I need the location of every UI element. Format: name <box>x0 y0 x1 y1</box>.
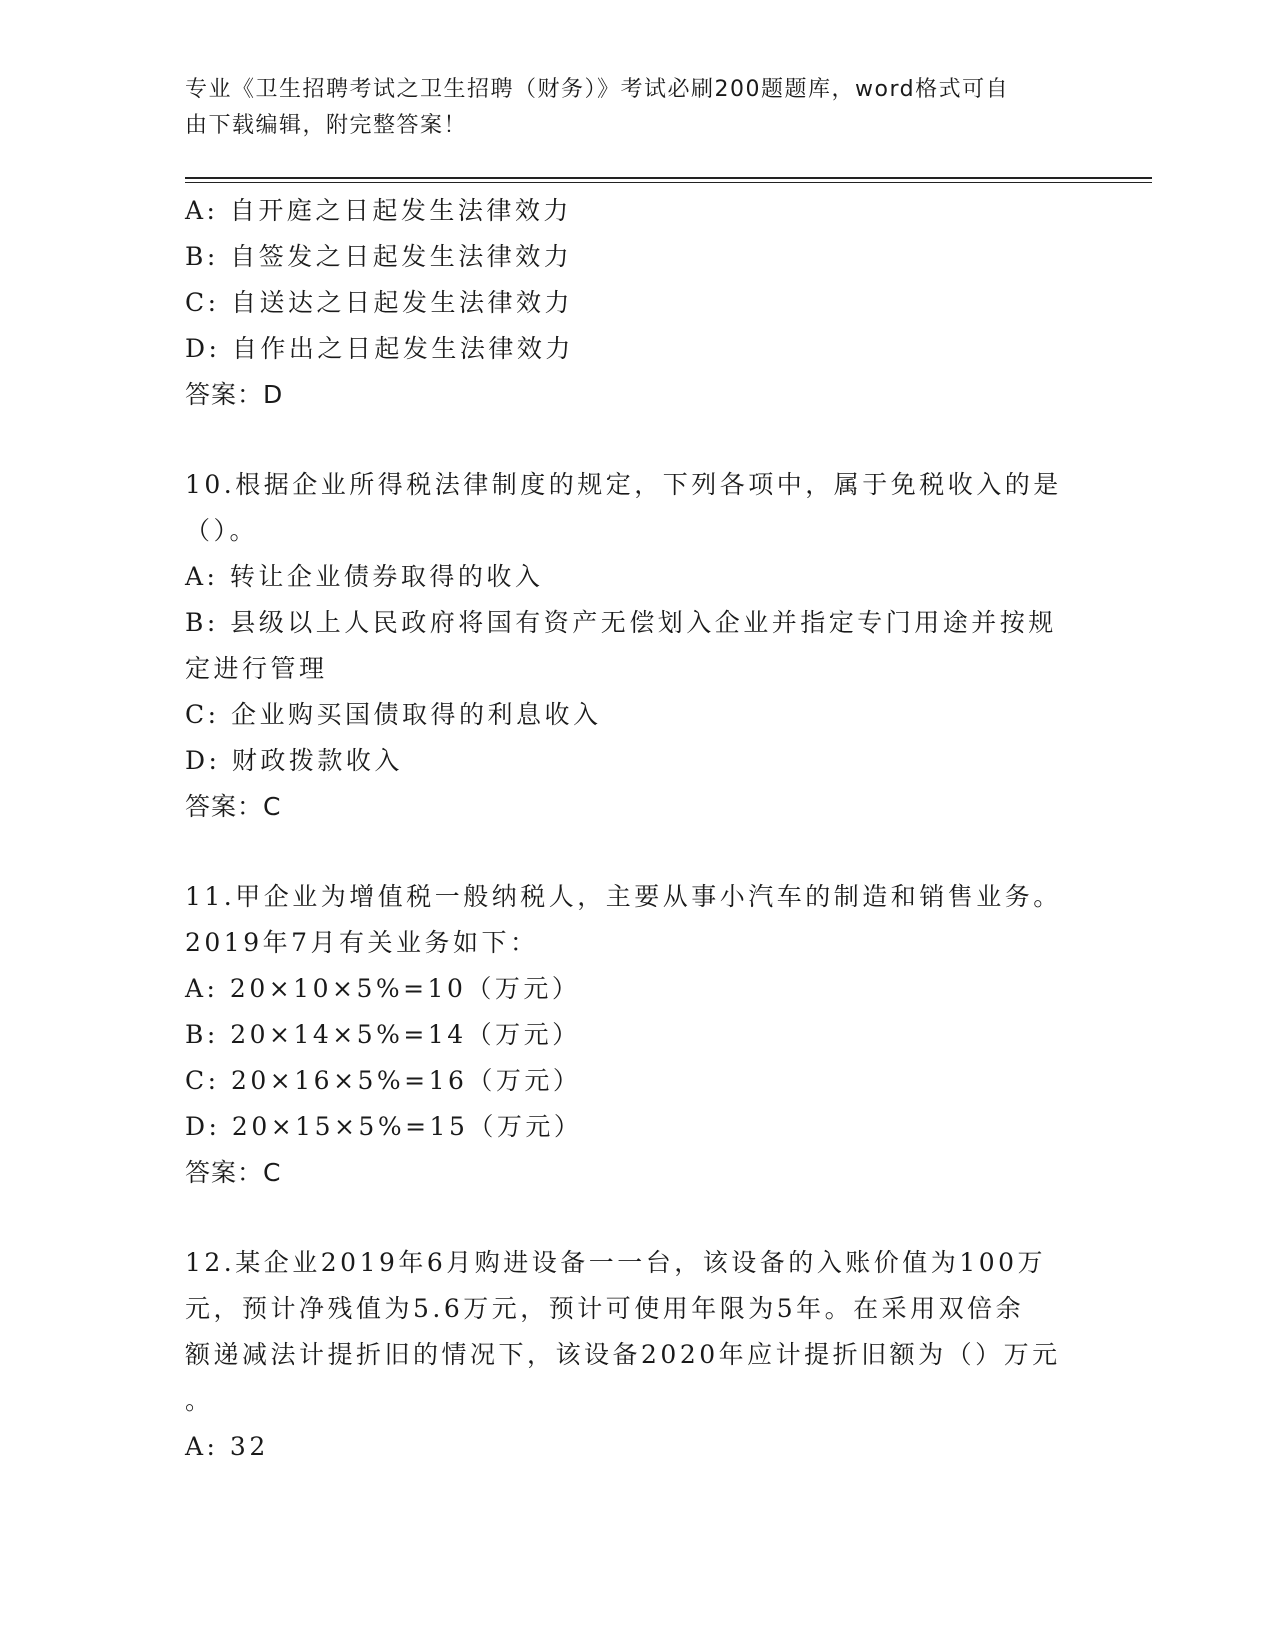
question-10 <box>185 462 1085 830</box>
answer-text: 答案：D <box>185 380 284 409</box>
question-stem: 11.甲企业为增值税一般纳税人，主要从事小汽车的制造和销售业务。 <box>185 882 1062 911</box>
option-d: D: 财政拨款收入 <box>185 746 403 775</box>
answer-text: 答案：C <box>185 792 282 821</box>
option-b: B: 自签发之日起发生法律效力 <box>185 242 573 271</box>
question-stem-cont: 。 <box>185 1386 214 1415</box>
header-divider-thin <box>185 182 1152 183</box>
option-a: A: 转让企业债券取得的收入 <box>185 562 544 591</box>
header-line-1: 专业《卫生招聘考试之卫生招聘（财务）》考试必刷200题题库，word格式可自 <box>185 77 1010 102</box>
option-c: C: 20×16×5%=16（万元） <box>185 1066 582 1095</box>
question-12 <box>185 1240 1085 1470</box>
question-stem-cont: 额递减法计提折旧的情况下，该设备2020年应计提折旧额为（）万元 <box>185 1340 1061 1369</box>
answer-text: 答案：C <box>185 1158 282 1187</box>
option-c: C: 企业购买国债取得的利息收入 <box>185 700 602 729</box>
question-stem: 10.根据企业所得税法律制度的规定，下列各项中，属于免税收入的是 <box>185 470 1062 499</box>
option-a: A: 20×10×5%=10（万元） <box>185 974 581 1003</box>
question-9 <box>185 188 1085 418</box>
question-list <box>185 188 1085 1470</box>
option-c: C: 自送达之日起发生法律效力 <box>185 288 573 317</box>
option-b: B: 县级以上人民政府将国有资产无偿划入企业并指定专门用途并按规 <box>185 608 1057 637</box>
question-11 <box>185 874 1085 1196</box>
option-a: A: 自开庭之日起发生法律效力 <box>185 196 572 225</box>
option-a: A: 32 <box>185 1432 269 1461</box>
question-stem-cont: （）。 <box>185 516 259 545</box>
header-divider <box>185 177 1152 179</box>
question-stem-cont: 元，预计净残值为5.6万元，预计可使用年限为5年。在采用双倍余 <box>185 1294 1025 1323</box>
question-stem-cont: 2019年7月有关业务如下： <box>185 928 539 957</box>
option-d: D: 20×15×5%=15（万元） <box>185 1112 583 1141</box>
header-line-2: 由下载编辑，附完整答案！ <box>185 113 468 138</box>
question-stem: 12.某企业2019年6月购进设备一一台，该设备的入账价值为100万 <box>185 1248 1047 1277</box>
option-b-cont: 定进行管理 <box>185 654 328 683</box>
document-header <box>185 72 1065 144</box>
option-d: D: 自作出之日起发生法律效力 <box>185 334 574 363</box>
option-b: B: 20×14×5%=14（万元） <box>185 1020 581 1049</box>
